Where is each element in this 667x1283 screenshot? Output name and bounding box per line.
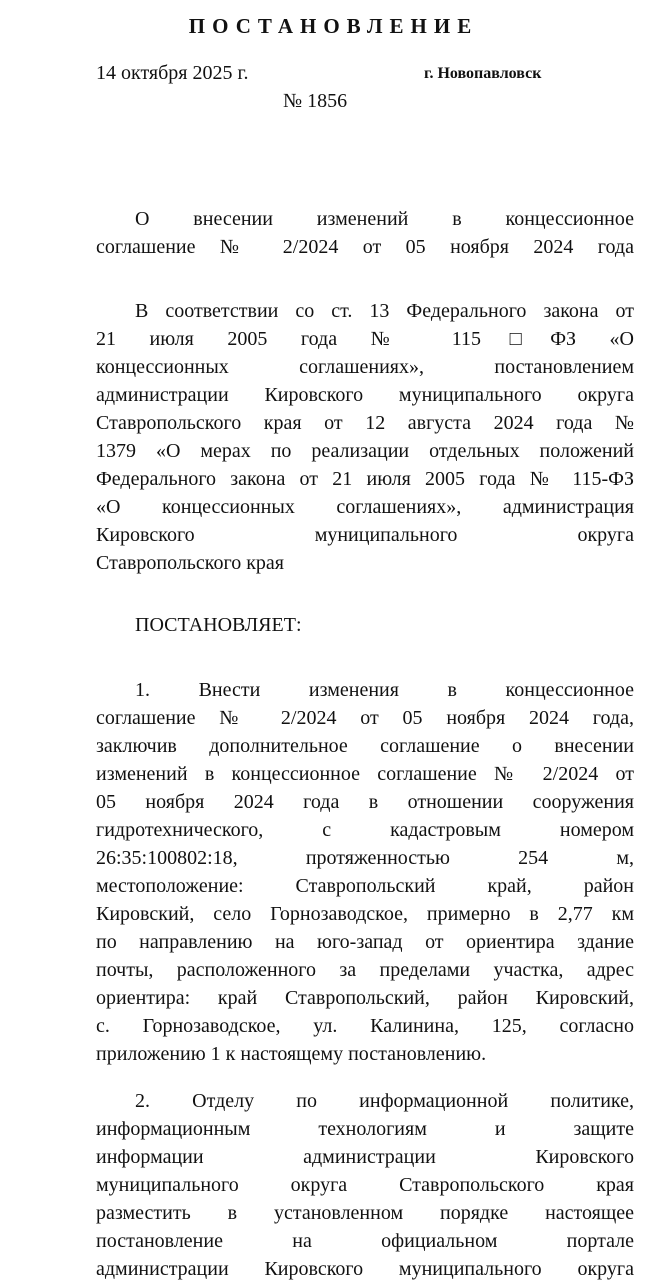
preamble-line: администрации Кировского муниципального округа <box>96 384 634 406</box>
preamble-line: «О концессионных соглашениях», администрация <box>96 496 634 518</box>
document-title: ПОСТАНОВЛЕНИЕ <box>188 14 479 38</box>
preamble-line: В соответствии со ст. 13 Федерального закона от <box>135 300 634 322</box>
item-1-line: соглашение № 2/2024 от 05 ноября 2024 года, <box>96 707 634 729</box>
item-1-line: приложению 1 к настоящему постановлению. <box>96 1043 487 1065</box>
document-city: г. Новопавловск <box>424 65 542 82</box>
item-1-line: местоположение: Ставропольский край, район <box>96 875 634 897</box>
item-2-line: администрации Кировского муниципального округа <box>96 1258 634 1280</box>
item-2-line: разместить в установленном порядке настоящее <box>96 1202 634 1224</box>
subject-block <box>96 205 634 261</box>
item-1-line: изменений в концессионное соглашение № 2/2024 от <box>96 763 634 785</box>
document-date: 14 октября 2025 г. <box>96 62 249 84</box>
preamble-line: 21 июля 2005 года № 115□ФЗ «О <box>96 328 634 350</box>
item-1-line: Кировский, село Горнозаводское, примерно в 2,77 км <box>96 903 634 925</box>
item-1-line: заключив дополнительное соглашение о внесении <box>96 735 634 757</box>
item-1-line: с. Горнозаводское, ул. Калинина, 125, согласно <box>96 1015 634 1037</box>
subject-line: О внесении изменений в концессионное <box>135 208 634 230</box>
subject-line: соглашение № 2/2024 от 05 ноября 2024 года <box>96 236 634 258</box>
item-1-line: ориентира: край Ставропольский, район Кировский, <box>96 987 634 1009</box>
item-1-line: 26:35:100802:18, протяженностью 254 м, <box>96 847 634 869</box>
item-2-line: информационным технологиям и защите <box>96 1118 634 1140</box>
preamble-line: Ставропольского края <box>96 552 284 574</box>
item-1-line: гидротехнического, с кадастровым номером <box>96 819 634 841</box>
preamble-line: Ставропольского края от 12 августа 2024 года № <box>96 412 634 434</box>
item-2-line: постановление на официальном портале <box>96 1230 634 1252</box>
decree-heading: ПОСТАНОВЛЯЕТ: <box>135 614 302 636</box>
item-1-paragraph <box>96 676 634 1068</box>
document-number: № 1856 <box>283 90 348 112</box>
item-1-line: почты, расположенного за пределами участка, адрес <box>96 959 634 981</box>
item-1-line: 05 ноября 2024 года в отношении сооружения <box>96 791 634 813</box>
preamble-paragraph <box>96 297 634 577</box>
item-2-line: информации администрации Кировского <box>96 1146 634 1168</box>
preamble-line: концессионных соглашениях», постановлением <box>96 356 634 378</box>
preamble-line: 1379 «О мерах по реализации отдельных положений <box>96 440 634 462</box>
item-2-line: 2. Отделу по информационной политике, <box>135 1090 634 1112</box>
item-2-paragraph <box>96 1087 634 1283</box>
preamble-line: Федерального закона от 21 июля 2005 года № 115-ФЗ <box>96 468 634 490</box>
item-1-line: по направлению на юго-запад от ориентира здание <box>96 931 634 953</box>
preamble-line: Кировского муниципального округа <box>96 524 634 546</box>
item-2-line: муниципального округа Ставропольского края <box>96 1174 634 1196</box>
item-1-line: 1. Внести изменения в концессионное <box>135 679 634 701</box>
